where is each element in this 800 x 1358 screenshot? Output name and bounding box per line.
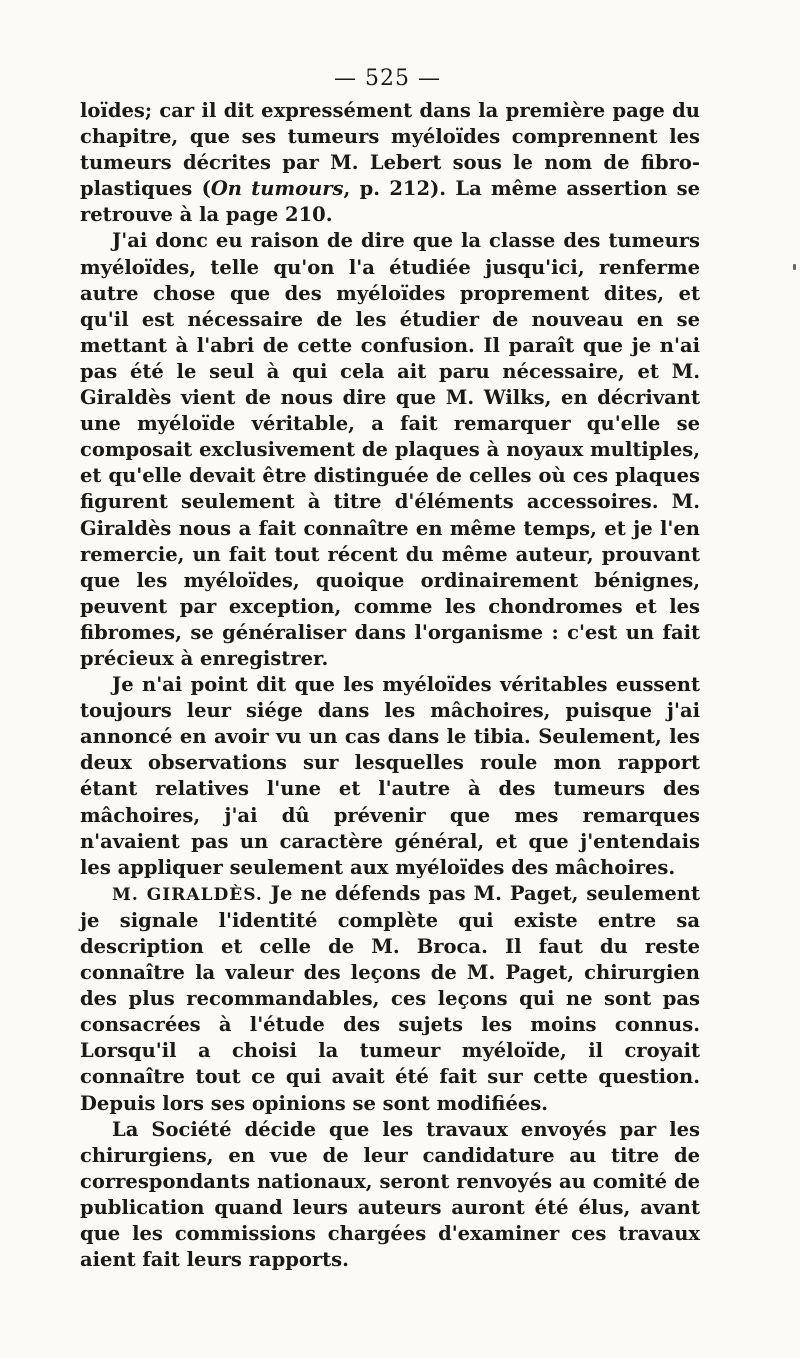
paragraph-3: Je n'ai point dit que les myéloïdes véritables eussent toujours leur siége dans les mâchoires, puisque j'ai annoncé en avoir vu un cas dans le tibia. Seulement, les deux observations sur lesquelles roule mon rapport étant relatives l'une et l'autre à des tumeurs des mâchoires, j'ai dû prévenir que mes remarques n'avaient pas un caractère général, et que j'entendais les appliquer seulement aux myéloïdes des mâchoires. [80, 673, 700, 879]
paragraph-1-text-end: , p. 212). La même assertion se retrouve à la page 210. [80, 177, 700, 227]
body-text [80, 98, 700, 1273]
speaker-name: M. GIRALDÈS. [112, 884, 263, 905]
paragraph-2: J'ai donc eu raison de dire que la classe des tumeurs myéloïdes, telle qu'on l'a étudiée jusqu'ici, renferme autre chose que des myéloïdes proprement dites, et qu'il est nécessaire de les étudier de nouveau en se mettant à l'abri de cette confusion. Il paraît que je n'ai pas été le seul à qui cela ait paru nécessaire, et M. Giraldès vient de nous dire que M. Wilks, en décrivant une myéloïde véritable, a fait remarquer qu'elle se composait exclusivement de plaques à noyaux multiples, et qu'elle devait être distinguée de celles où ces plaques figurent seulement à titre d'éléments accessoires. M. Giraldès nous a fait connaître en même temps, et je l'en remercie, un fait tout récent du même auteur, prouvant que les myéloïdes, quoique ordinairement bénignes, peuvent par exception, comme les chondromes et les fibromes, se généraliser dans l'organisme : c'est un fait précieux à enregistrer. [80, 229, 700, 670]
paragraph-4 [80, 881, 700, 1117]
paragraph-1 [80, 98, 700, 228]
paragraph-4-text: Je ne défends pas M. Paget, seulement je signale l'identité complète qui existe entre sa description et celle de M. Broca. Il faut du reste connaître la valeur des leçons de M. Paget, chirurgien des plus recommandables, ces leçons qui ne sont pas consacrées à l'étude des sujets les moins connus. Lorsqu'il a choisi la tumeur myéloïde, il croyait connaître tout ce qui avait été fait sur cette question. Depuis lors ses opinions se sont modifiées. [80, 881, 700, 1115]
paragraph-5: La Société décide que les travaux envoyés par les chirurgiens, en vue de leur candidature au titre de correspondants nationaux, seront renvoyés au comité de publication quand leurs auteurs auront été élus, avant que les commissions chargées d'examiner ces travaux aient fait leurs rapports. [80, 1117, 700, 1272]
book-title: On tumours [210, 177, 344, 201]
page-number: — 525 — [334, 66, 441, 91]
paragraph-1-text: loïdes; car il dit expressément dans la première page du chapitre, que ses tumeurs myéloïdes comprennent les tumeurs décrites par M. Lebert sous le nom de fibro-plastiques ( [80, 99, 700, 201]
margin-speck [793, 264, 796, 270]
